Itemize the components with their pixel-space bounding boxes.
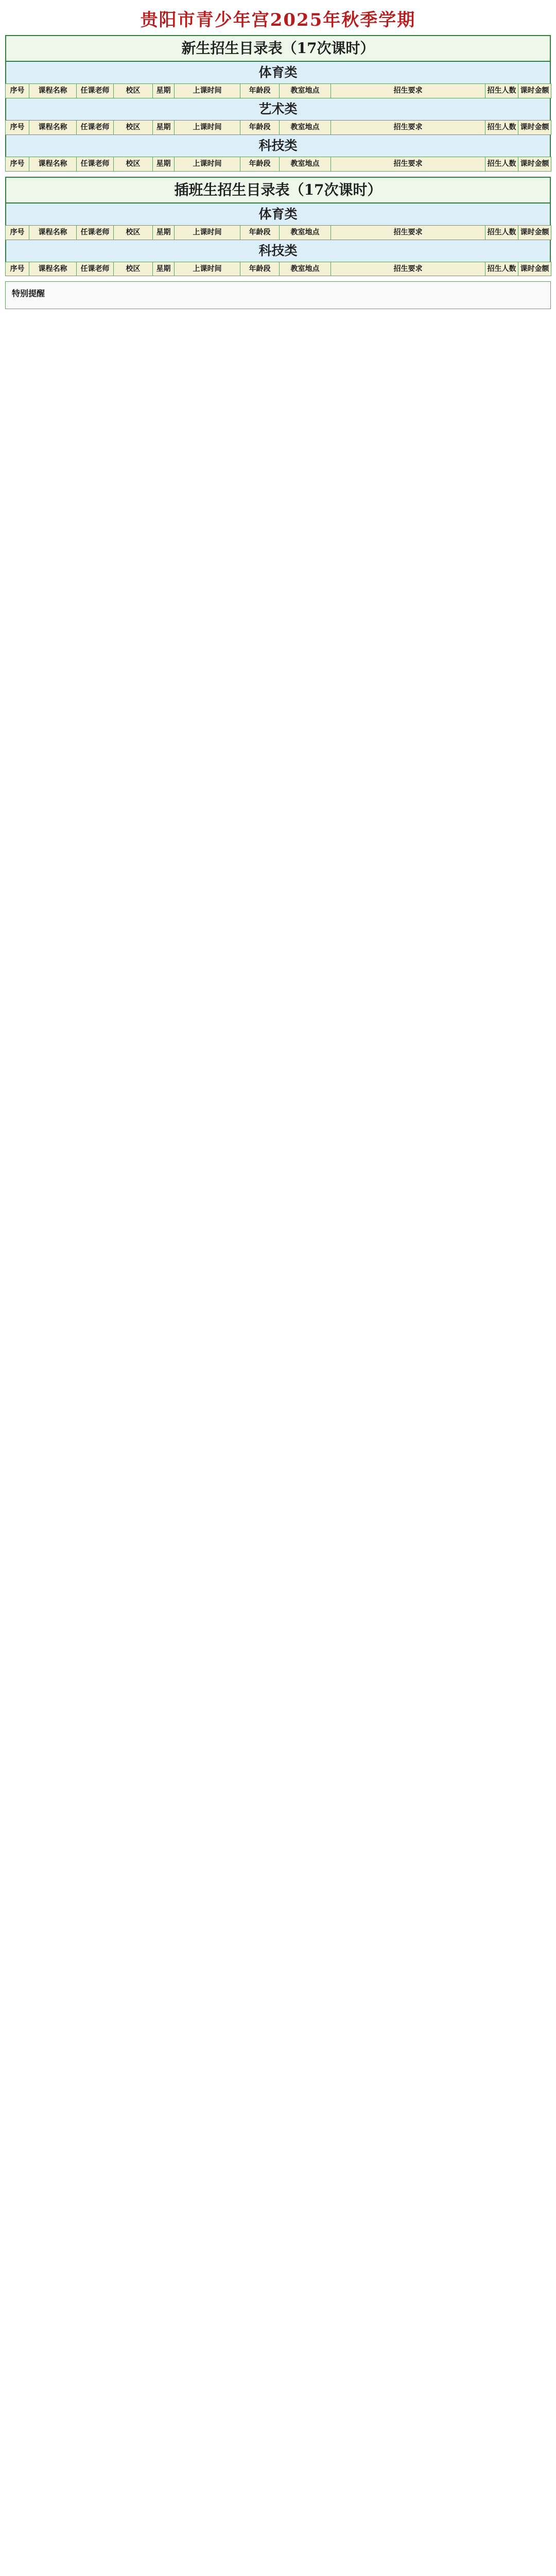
transfer-student-1-section-title: 科技类 — [5, 240, 551, 262]
new-student-2-header-3: 校区 — [114, 157, 153, 171]
new-student-0-header-0: 序号 — [6, 84, 29, 98]
transfer-student-0-header-10: 课时金额 — [518, 225, 551, 240]
new-student-0-header-10: 课时金额 — [518, 84, 551, 98]
new-student-1-header-3: 校区 — [114, 120, 153, 134]
transfer-student-0-header-2: 任课老师 — [77, 225, 114, 240]
new-student-2-header-1: 课程名称 — [29, 157, 77, 171]
new-student-1-header-8: 招生要求 — [331, 120, 485, 134]
transfer-student-1-header-0: 序号 — [6, 262, 29, 276]
new-student-0-header-3: 校区 — [114, 84, 153, 98]
notes-title: 特别提醒 — [12, 289, 45, 299]
new-student-2-section-title: 科技类 — [5, 135, 551, 157]
new-student-2-header-2: 任课老师 — [77, 157, 114, 171]
new-student-1-section-title: 艺术类 — [5, 98, 551, 120]
transfer-student-1-header-6: 年龄段 — [240, 262, 280, 276]
transfer-student-0-section-title: 体育类 — [5, 204, 551, 225]
new-student-1-header-1: 课程名称 — [29, 120, 77, 134]
transfer-student-0-table — [5, 225, 551, 240]
transfer-student-0-header-8: 招生要求 — [331, 225, 485, 240]
new-student-2-header-0: 序号 — [6, 157, 29, 171]
transfer-student-1-header-5: 上课时间 — [175, 262, 240, 276]
new-student-2-header-5: 上课时间 — [175, 157, 240, 171]
new-student-2-header-6: 年龄段 — [240, 157, 280, 171]
new-student-2-header-4: 星期 — [153, 157, 175, 171]
document-title: 贵阳市青少年宫2025年秋季学期 — [140, 10, 416, 30]
new-student-sections — [5, 62, 551, 172]
transfer-student-0-header-1: 课程名称 — [29, 225, 77, 240]
new-student-2-header-row — [6, 157, 551, 171]
new-student-0-header-8: 招生要求 — [331, 84, 485, 98]
transfer-student-1-header-7: 教室地点 — [280, 262, 331, 276]
new-student-0-section — [5, 62, 551, 98]
transfer-student-0-header-9: 招生人数 — [485, 225, 518, 240]
new-student-0-header-5: 上课时间 — [175, 84, 240, 98]
transfer-student-banner: 插班生招生目录表（17次课时） — [5, 177, 551, 204]
new-student-0-header-6: 年龄段 — [240, 84, 280, 98]
transfer-student-0-header-0: 序号 — [6, 225, 29, 240]
new-student-0-header-7: 教室地点 — [280, 84, 331, 98]
transfer-student-1-header-2: 任课老师 — [77, 262, 114, 276]
new-student-1-table — [5, 120, 551, 135]
new-student-0-header-4: 星期 — [153, 84, 175, 98]
new-student-2-table — [5, 157, 551, 172]
transfer-student-1-header-1: 课程名称 — [29, 262, 77, 276]
new-student-0-header-row — [6, 84, 551, 98]
new-student-1-header-6: 年龄段 — [240, 120, 280, 134]
new-student-1-header-2: 任课老师 — [77, 120, 114, 134]
notes-box — [5, 281, 551, 309]
new-student-1-header-4: 星期 — [153, 120, 175, 134]
transfer-student-0-header-row — [6, 225, 551, 240]
new-student-0-header-9: 招生人数 — [485, 84, 518, 98]
transfer-student-1-header-8: 招生要求 — [331, 262, 485, 276]
new-student-0-section-title: 体育类 — [5, 62, 551, 83]
transfer-student-0-header-5: 上课时间 — [175, 225, 240, 240]
page-root — [5, 0, 551, 318]
new-student-1-header-7: 教室地点 — [280, 120, 331, 134]
new-student-1-header-5: 上课时间 — [175, 120, 240, 134]
transfer-student-1-header-3: 校区 — [114, 262, 153, 276]
transfer-student-1-section — [5, 240, 551, 277]
new-student-0-header-2: 任课老师 — [77, 84, 114, 98]
new-student-1-section — [5, 98, 551, 135]
transfer-student-1-header-9: 招生人数 — [485, 262, 518, 276]
new-student-0-header-1: 课程名称 — [29, 84, 77, 98]
transfer-student-0-header-6: 年龄段 — [240, 225, 280, 240]
transfer-student-0-section — [5, 204, 551, 240]
new-student-1-header-10: 课时金额 — [518, 120, 551, 134]
new-student-banner: 新生招生目录表（17次课时） — [5, 35, 551, 62]
new-student-0-table — [5, 83, 551, 98]
transfer-student-1-header-4: 星期 — [153, 262, 175, 276]
transfer-student-1-header-10: 课时金额 — [518, 262, 551, 276]
transfer-student-0-header-3: 校区 — [114, 225, 153, 240]
new-student-2-header-8: 招生要求 — [331, 157, 485, 171]
new-student-2-header-7: 教室地点 — [280, 157, 331, 171]
transfer-student-sections — [5, 204, 551, 277]
transfer-student-1-table — [5, 262, 551, 277]
transfer-student-0-header-4: 星期 — [153, 225, 175, 240]
new-student-1-header-9: 招生人数 — [485, 120, 518, 134]
new-student-2-section — [5, 135, 551, 172]
transfer-student-1-header-row — [6, 262, 551, 276]
new-student-2-header-10: 课时金额 — [518, 157, 551, 171]
new-student-2-header-9: 招生人数 — [485, 157, 518, 171]
new-student-1-header-0: 序号 — [6, 120, 29, 134]
new-student-1-header-row — [6, 120, 551, 134]
transfer-student-0-header-7: 教室地点 — [280, 225, 331, 240]
